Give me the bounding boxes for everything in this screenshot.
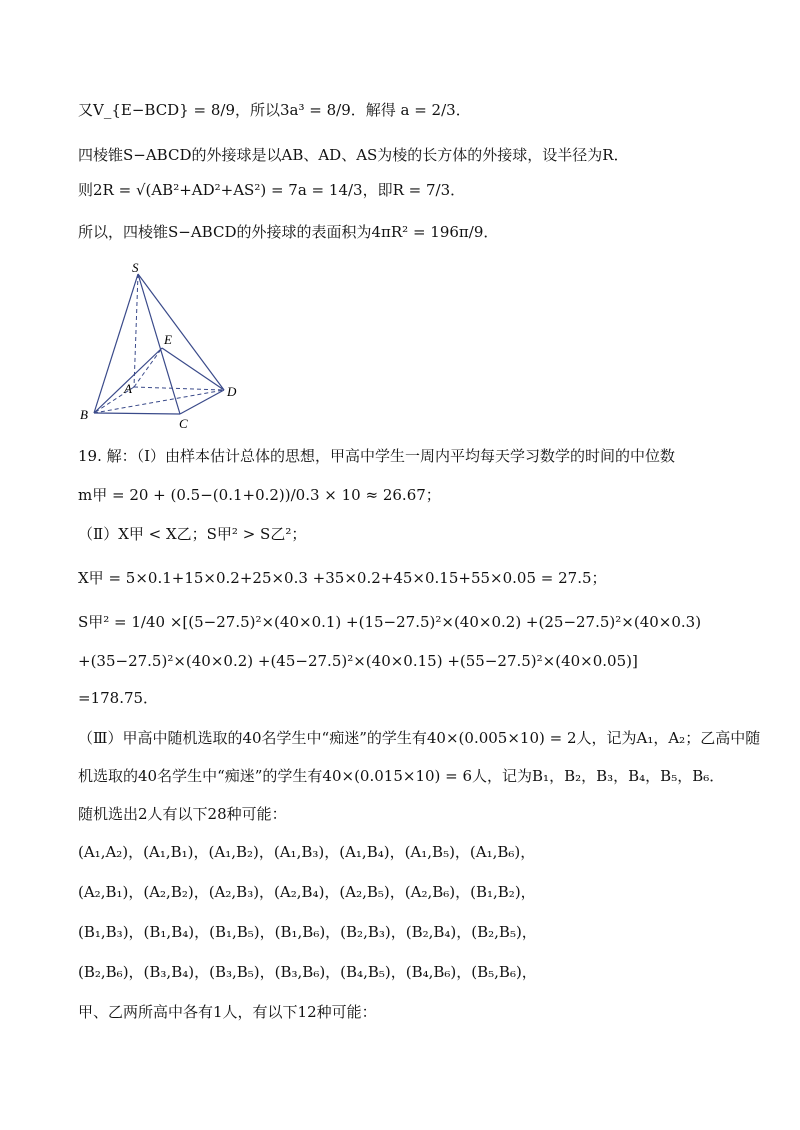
edge-AD — [134, 387, 224, 390]
two-schools-intro: 甲、乙两所高中各有1人，有以下12种可能： — [78, 1003, 377, 1021]
label-B: B — [80, 407, 88, 422]
edge-CD — [180, 390, 224, 414]
outcomes-intro: 随机选出2人有以下28种可能： — [78, 805, 287, 823]
edge-SD — [138, 274, 224, 390]
label-C: C — [179, 416, 188, 431]
variance-formula-2: +(35−27.5)²×(40×0.2) +(45−27.5)²×(40×0.15) +(55−27.5)²×(40×0.05)] — [78, 652, 638, 670]
solution-19-intro: 19. 解：（Ⅰ）由样本估计总体的思想，甲高中学生一周内平均每天学习数学的时间的中位数 — [78, 447, 676, 465]
pyramid-figure — [70, 262, 250, 432]
label-A: A — [124, 381, 132, 396]
variance-result: =178.75． — [78, 689, 159, 707]
edge-SC — [138, 274, 180, 414]
variance-formula-1: S甲² = 1/40 ×[(5−27.5)²×(40×0.1) +(15−27.5)²×(40×0.2) +(25−27.5)²×(40×0.3) — [78, 613, 702, 631]
outcomes-row-2: (A₂,B₁)，(A₂,B₂)，(A₂,B₃)，(A₂,B₄)，(A₂,B₅)，(A₂,B₆)，(B₁,B₂)， — [78, 883, 536, 901]
edge-BC — [94, 413, 180, 414]
part-3-line-1: （Ⅲ）甲高中随机选取的40名学生中“痴迷”的学生有40×(0.005×10) = 2人，记为A₁，A₂；乙高中随 — [78, 729, 761, 747]
edge-SA — [134, 274, 138, 387]
outcomes-row-1: (A₁,A₂)，(A₁,B₁)，(A₁,B₂)，(A₁,B₃)，(A₁,B₄)，(A₁,B₅)，(A₁,B₆)， — [78, 843, 536, 861]
solution-line-1: 又V_{E−BCD} = 8/9，所以3a³ = 8/9．解得 a = 2/3． — [78, 101, 471, 119]
solution-line-4: 所以，四棱锥S−ABCD的外接球的表面积为4πR² = 196π/9． — [78, 223, 499, 241]
label-D: D — [227, 384, 237, 399]
part-2-comparison: （Ⅱ）X甲 < X乙；S甲² > S乙²； — [78, 525, 307, 543]
edge-BD — [94, 390, 224, 413]
median-formula: m甲 = 20 + (0.5−(0.1+0.2))/0.3 × 10 ≈ 26.67； — [78, 486, 441, 504]
label-E: E — [164, 332, 172, 347]
outcomes-row-3: (B₁,B₃)，(B₁,B₄)，(B₁,B₅)，(B₁,B₆)，(B₂,B₃)，(B₂,B₄)，(B₂,B₅)， — [78, 923, 537, 941]
mean-formula: X甲 = 5×0.1+15×0.2+25×0.3 +35×0.2+45×0.15+55×0.05 = 27.5； — [78, 569, 607, 587]
solution-line-3: 则2R = √(AB²+AD²+AS²) = 7a = 14/3，即R = 7/3． — [78, 181, 466, 199]
edge-AE — [134, 348, 162, 387]
label-S: S — [132, 262, 139, 275]
part-3-line-2: 机选取的40名学生中“痴迷”的学生有40×(0.015×10) = 6人，记为B₁，B₂，B₃，B₄，B₅，B₆． — [78, 767, 725, 785]
solution-line-2: 四棱锥S−ABCD的外接球是以AB、AD、AS为棱的长方体的外接球，设半径为R． — [78, 146, 629, 164]
outcomes-row-4: (B₂,B₆)，(B₃,B₄)，(B₃,B₅)，(B₃,B₆)，(B₄,B₅)，(B₄,B₆)，(B₅,B₆)， — [78, 963, 537, 981]
